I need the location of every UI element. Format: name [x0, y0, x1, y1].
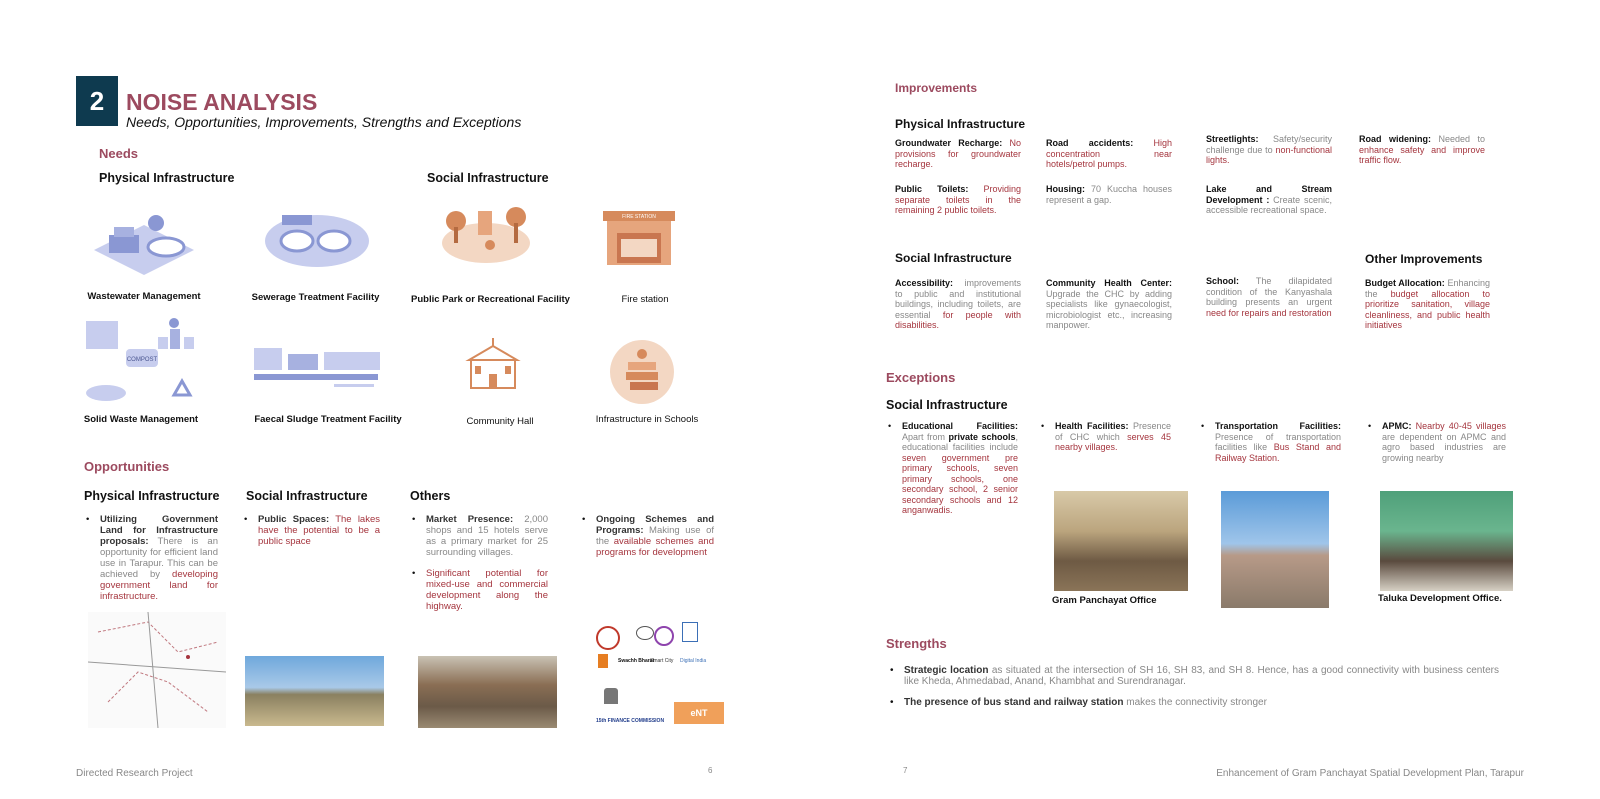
logo-smart: Smart City [650, 658, 674, 664]
logo-digital: Digital India [680, 658, 707, 664]
exc-bullet: • [1041, 421, 1045, 431]
faecal-sludge-illustration [254, 340, 382, 392]
fire-station-illustration [603, 205, 675, 267]
sewerage-illustration [262, 203, 372, 273]
logo-swachh: Swachh Bharat [618, 658, 655, 664]
opp-social-heading: Social Infrastructure [246, 489, 368, 503]
market-photo [418, 656, 557, 728]
caption-community-hall: Community Hall [466, 416, 534, 427]
exceptions-heading: Exceptions [886, 370, 956, 385]
imp-lake-stream: Lake and Stream Development : Create scenic, accessible recreational space. [1206, 184, 1333, 215]
caption-park: Public Park or Recreational Facility [411, 294, 570, 305]
caption-gram-panchayat: Gram Panchayat Office [1052, 595, 1157, 606]
solid-waste-illustration [82, 317, 202, 407]
swachh-bharat-logo [596, 626, 620, 650]
fire-station-sign: FIRE STATION [622, 214, 656, 220]
opp-physical-item: • Utilizing Government Land for Infrastructure proposals: There is an opportunity for efficient land use in Tarapur. This can be achieved by developing government land for infrastructure. [100, 514, 218, 602]
page-number-left: 6 [708, 766, 713, 775]
logos-cluster [596, 622, 726, 726]
imp-budget: Budget Allocation: Enhancing the budget allocation to prioritize sanitation, village cleanliness, and public health initiatives [1365, 278, 1490, 330]
compost-label: COMPOST [126, 357, 158, 363]
imp-road-widening: Road widening: Needed to enhance safety and improve traffic flow. [1359, 134, 1485, 165]
emblem-icon [604, 688, 618, 704]
imp-groundwater: Groundwater Recharge: No provisions for groundwater recharge. [895, 138, 1021, 169]
imp-housing: Housing: 70 Kuccha houses represent a gap. [1046, 184, 1172, 205]
page-subtitle: Needs, Opportunities, Improvements, Strengths and Exceptions [126, 114, 522, 130]
exc-health: • Health Facilities: Presence of CHC which serves 45 nearby villages. [1041, 421, 1171, 452]
needs-social-heading: Social Infrastructure [427, 171, 549, 185]
caption-sewerage: Sewerage Treatment Facility [251, 292, 380, 303]
ntt-logo: eNT [674, 702, 724, 724]
wastewater-illustration [84, 205, 200, 285]
improvements-heading: Improvements [895, 81, 978, 95]
caption-fire-station: Fire station [621, 294, 669, 305]
finance-commission-label: 15th FINANCE COMMISSION [596, 718, 665, 724]
park-illustration [440, 203, 532, 265]
section-number-box [76, 76, 118, 126]
opp-others-heading: Others [410, 489, 451, 503]
exc-bullet: • [888, 421, 892, 431]
imp-other-heading: Other Improvements [1365, 252, 1483, 266]
imp-road-accidents: Road accidents: High concentration near hotels/petrol pumps. [1046, 138, 1172, 169]
exc-social-heading: Social Infrastructure [886, 398, 1008, 412]
caption-faecal-sludge: Faecal Sludge Treatment Facility [254, 414, 402, 425]
taluka-office-photo [1380, 491, 1513, 591]
opp-social-item: • Public Spaces: The lakes have the potential to be a public space [258, 514, 380, 547]
footer-left: Directed Research Project [76, 768, 193, 779]
logo-badge-3 [682, 622, 698, 642]
strength-bus-railway: • The presence of bus stand and railway station makes the connectivity stronger [904, 697, 1499, 708]
caption-solid-waste: Solid Waste Management [83, 414, 199, 425]
gram-panchayat-photo [1054, 491, 1188, 591]
opp-physical-heading: Physical Infrastructure [84, 489, 220, 503]
exc-transportation: • Transportation Facilities: Presence of transportation facilities like Bus Stand and Railway Station. [1201, 421, 1341, 463]
opp-others-potential: • Significant potential for mixed-use and commercial development along the highway. [426, 568, 548, 612]
tarapur-map [88, 612, 226, 728]
imp-social-heading: Social Infrastructure [895, 251, 1012, 265]
exc-bullet: • [1368, 421, 1372, 431]
imp-chc: Community Health Center: Upgrade the CHC by adding specialists like gynaecologist, microbiologist etc., increasing manpower. [1046, 278, 1172, 330]
imp-school: School: The dilapidated condition of the Kanyashala building presents an urgent need for repairs and restoration [1206, 276, 1332, 318]
exc-educational: • Educational Facilities: Apart from private schools, educational facilities include seven government pre primary schools, seven primary schools, one secondary school, 2 senior secondary schools and 12 anganwadis. [888, 421, 1019, 515]
needs-physical-heading: Physical Infrastructure [99, 171, 235, 185]
imp-physical-heading: Physical Infrastructure [895, 117, 1026, 131]
page-number-right: 7 [903, 766, 908, 775]
opp-others-schemes: • Ongoing Schemes and Programs: Making use of the available schemes and programs for development [596, 514, 714, 558]
lake-photo [245, 656, 384, 726]
opportunities-heading: Opportunities [84, 459, 170, 474]
exc-apmc: • APMC: Nearby 40-45 villages are dependent on APMC and agro based industries are growing nearby [1368, 421, 1506, 463]
caption-infrastructure-schools: Infrastructure in Schools [595, 414, 699, 425]
needs-heading: Needs [99, 146, 139, 161]
strength-location: • Strategic location as situated at the intersection of SH 16, SH 83, and SH 8. Hence, has a good connectivity with business centers like Kheda, Ahmedabad, Anand, Khambhat and Surendranagar. [904, 665, 1499, 687]
imp-public-toilets: Public Toilets: Providing separate toilets in the remaining 2 public toilets. [895, 184, 1021, 215]
logo-badge [636, 626, 654, 640]
strengths-heading: Strengths [886, 636, 947, 651]
caption-taluka-office: Taluka Development Office. [1378, 593, 1502, 604]
schools-illustration [608, 338, 676, 406]
community-hall-illustration [465, 338, 521, 392]
imp-accessibility: Accessibility: improvements to public and institutional buildings, including toilets, are essential for people with disabilities. [895, 278, 1021, 330]
page-title: NOISE ANALYSIS [126, 89, 318, 115]
caption-wastewater: Wastewater Management [87, 291, 201, 302]
logo-badge-2 [654, 626, 674, 646]
opp-others-market: • Market Presence: 2,000 shops and 15 hotels serve as a primary market for 25 surrounding villages. [426, 514, 548, 558]
footer-right: Enhancement of Gram Panchayat Spatial Development Plan, Tarapur [1216, 768, 1524, 779]
imp-streetlights: Streetlights: Safety/security challenge due to non-functional lights. [1206, 134, 1332, 165]
logo-badge-4 [598, 654, 608, 668]
section-number: 2 [89, 85, 105, 116]
railway-station-photo [1221, 491, 1329, 608]
exc-bullet: • [1201, 421, 1205, 431]
